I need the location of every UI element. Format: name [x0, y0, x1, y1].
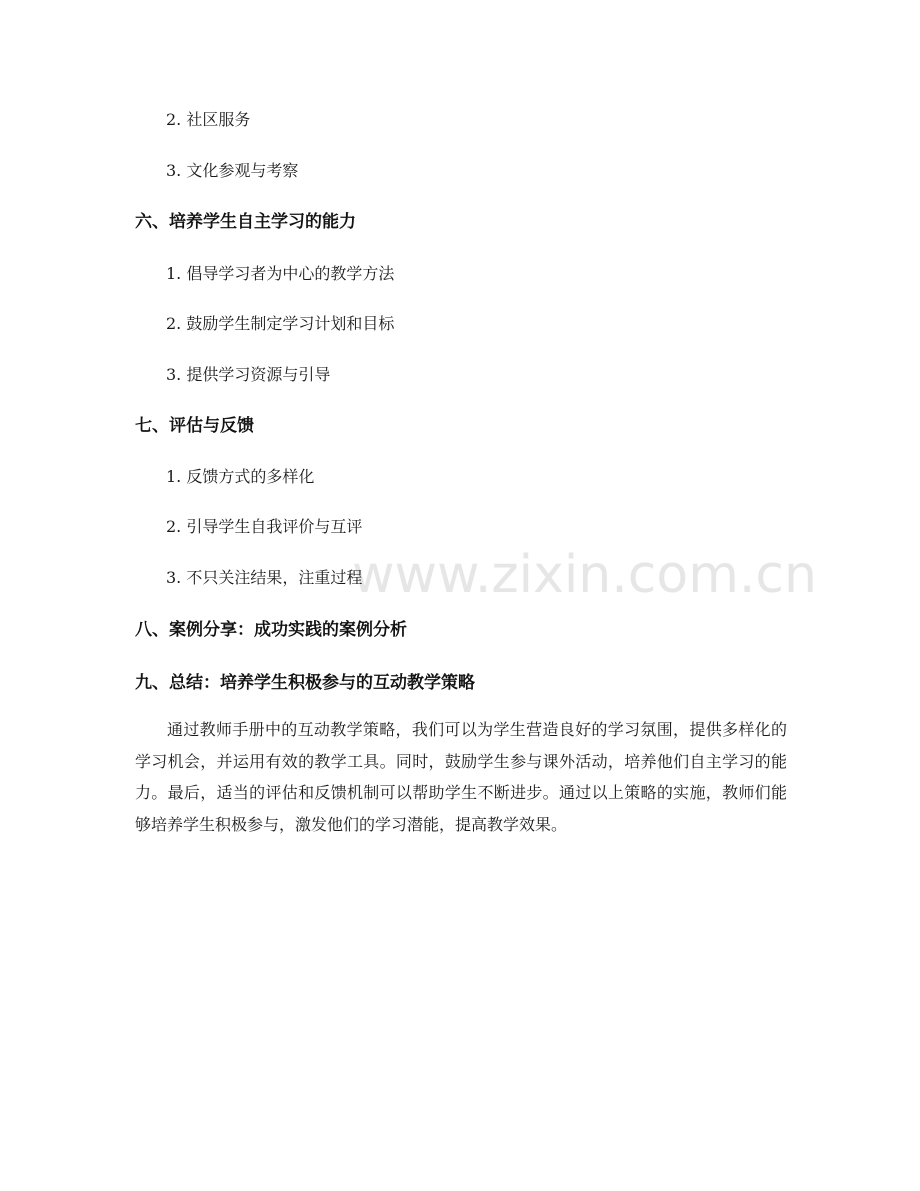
- list-item-community-service: 2. 社区服务: [166, 110, 251, 129]
- list-item: 2. 引导学生自我评价与互评: [166, 517, 363, 536]
- list-item: 1. 反馈方式的多样化: [166, 467, 315, 486]
- list-item: 2. 鼓励学生制定学习计划和目标: [166, 314, 395, 333]
- list-item: 3. 提供学习资源与引导: [166, 365, 331, 384]
- summary-paragraph: 通过教师手册中的互动教学策略，我们可以为学生营造良好的学习氛围，提供多样化的学习机会，并运用有效的教学工具。同时，鼓励学生参与课外活动，培养他们自主学习的能力。最后，适当的评估和反馈机制可以帮助学生不断进步。通过以上策略的实施，教师们能够培养学生积极参与，激发他们的学习潜能，提高教学效果。: [135, 720, 787, 834]
- section-heading-9: 九、总结：培养学生积极参与的互动教学策略: [135, 673, 475, 693]
- list-item: 1. 倡导学习者为中心的教学方法: [166, 264, 395, 283]
- section-heading-7: 七、评估与反馈: [135, 416, 254, 436]
- section-heading-8: 八、案例分享：成功实践的案例分析: [135, 620, 407, 640]
- list-item: 3. 不只关注结果，注重过程: [166, 568, 363, 587]
- section-heading-6: 六、培养学生自主学习的能力: [135, 212, 356, 232]
- watermark: www.zixin.com.cn: [352, 545, 817, 605]
- list-item-cultural-visit: 3. 文化参观与考察: [166, 161, 299, 180]
